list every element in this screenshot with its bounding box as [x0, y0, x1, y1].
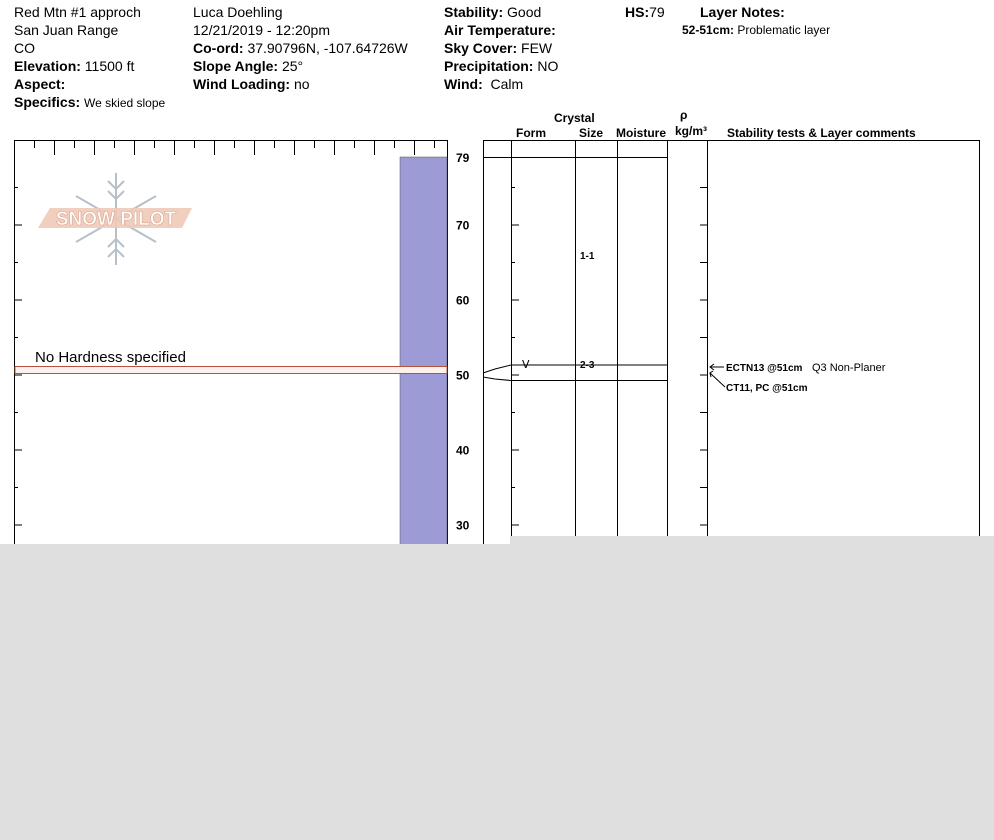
precip-value: NO [537, 58, 559, 74]
snowpilot-logo-text: SNOW PILOT [55, 209, 177, 230]
form-header: Form [516, 126, 546, 140]
layer-grain-labels [522, 251, 595, 371]
test-arrow-line [710, 373, 725, 387]
location-name: Red Mtn #1 approch [14, 4, 141, 20]
grain-form-symbol: ᐯ [522, 358, 530, 371]
layer-table [483, 140, 980, 561]
depth-label: 40 [456, 443, 470, 458]
wind-loading-value: no [293, 76, 310, 92]
wind-value: Calm [490, 76, 524, 92]
aspect-label: Aspect: [14, 76, 66, 92]
size-header: Size [579, 126, 604, 140]
stability-comments-header: Stability tests & Layer comments [727, 126, 916, 140]
observation-datetime: 12/21/2019 - 12:20pm [193, 22, 330, 38]
elevation-label: Elevation: [14, 58, 81, 74]
moisture-header: Moisture [616, 126, 667, 140]
coord-value: 37.90796N, -107.64726W [247, 40, 408, 56]
hs-value: 79 [649, 4, 665, 20]
sky-value: FEW [521, 40, 553, 56]
sky-label: Sky Cover: [444, 40, 518, 56]
weak-layer-top-connector [483, 365, 511, 373]
bottom-overlay-step [510, 536, 994, 544]
specifics-label: Specifics: [14, 94, 81, 110]
depth-label: 30 [456, 518, 470, 533]
table-depth-ticks [511, 188, 707, 526]
density-unit-header: kg/m³ [675, 124, 708, 138]
hardness-top-ticks [15, 140, 435, 155]
snowpack-bar [400, 157, 447, 560]
depth-label: 70 [456, 218, 470, 233]
weak-layer-bottom-connector [483, 377, 511, 381]
wind-loading-label: Wind Loading: [193, 76, 291, 92]
grain-size-label: 1-1 [580, 251, 595, 262]
layer-note-text: Problematic layer [737, 23, 831, 37]
precip-label: Precipitation: [444, 58, 534, 74]
stability-test-marks [710, 362, 886, 394]
hs-label: HS: [625, 4, 650, 20]
depth-axis-labels [456, 151, 470, 533]
rho-header: ρ [680, 108, 688, 122]
layer-notes-label: Layer Notes: [700, 4, 785, 20]
weak-layer-band [15, 367, 447, 374]
slope-label: Slope Angle: [193, 58, 279, 74]
depth-label: 60 [456, 293, 470, 308]
state: CO [14, 40, 35, 56]
observer-name: Luca Doehling [193, 4, 283, 20]
stability-value: Good [507, 4, 542, 20]
slope-value: 25° [281, 58, 304, 74]
air-temperature-label: Air Temperature: [444, 22, 556, 38]
crystal-header: Crystal [554, 111, 595, 125]
test-comment: Q3 Non-Planer [812, 362, 886, 374]
test-result-label: ECTN13 @51cm [726, 363, 803, 374]
bottom-overlay [0, 544, 994, 840]
wind-label: Wind: [444, 76, 483, 92]
coord-label: Co-ord: [193, 40, 244, 56]
mountain-range: San Juan Range [14, 22, 119, 38]
depth-label: 50 [456, 368, 470, 383]
snowpilot-logo [38, 173, 192, 265]
layer-note-range: 52-51cm: [682, 23, 735, 37]
no-hardness-note: No Hardness specified [35, 349, 186, 366]
elevation-value: 11500 ft [84, 58, 135, 74]
depth-label: 79 [456, 151, 470, 165]
hardness-panel [14, 140, 448, 561]
stability-label: Stability: [444, 4, 504, 20]
grain-size-label: 2-3 [580, 360, 595, 371]
specifics-value: We skied slope [84, 96, 166, 110]
test-result-label: CT11, PC @51cm [726, 383, 808, 394]
table-frame [484, 141, 980, 561]
